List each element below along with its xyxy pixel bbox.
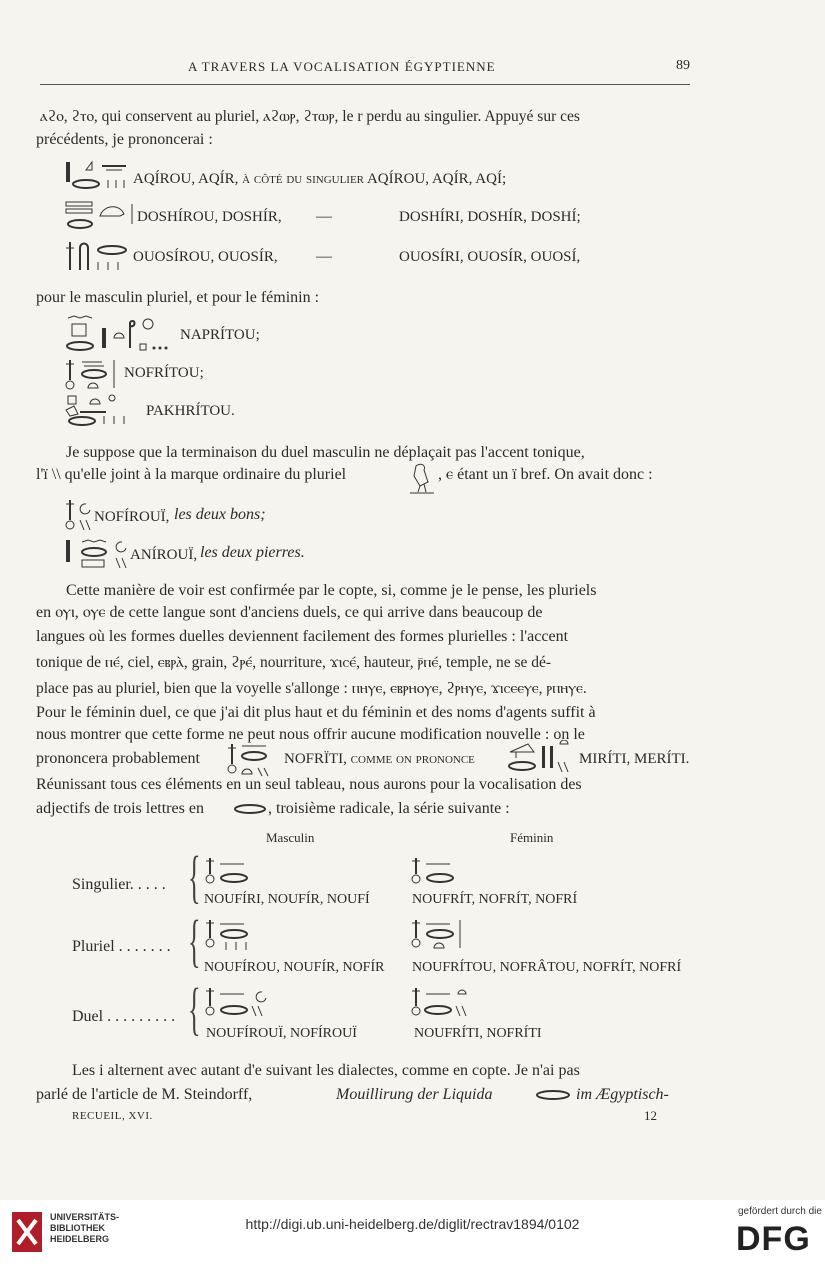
hieroglyph-group — [64, 314, 184, 354]
example-1c-a: OUOSÍROU, OUOSÍR, — [133, 249, 278, 265]
example-3a-word: NOFÍROUÏ, — [94, 509, 170, 525]
paragraph-3-line-2b: , ⲉ étant un ï bref. On avait donc : — [438, 466, 653, 483]
table-cell-masc: NOUFÍROUÏ, NOFÍROUÏ — [206, 1026, 357, 1041]
table-row-label: Singulier. . . . . — [72, 876, 166, 893]
table-cell-fem: NOUFRÍT, NOFRÍT, NOFRÍ — [412, 892, 578, 907]
paragraph-4-line-8b: NOFRÏTI, comme on prononce — [284, 751, 475, 767]
table-cell-masc: NOUFÍRI, NOUFÍR, NOUFÍ — [204, 892, 370, 907]
hieroglyph-group — [204, 986, 284, 1020]
paragraph-1-line-2: précédents, je prononcerai : — [36, 131, 213, 148]
bird-hieroglyph — [408, 462, 436, 494]
paragraph-4-line-10a: adjectifs de trois lettres en — [36, 800, 204, 817]
hieroglyph-group — [410, 856, 460, 886]
example-2a: NAPRÍTOU; — [180, 327, 260, 343]
signature-right: 12 — [644, 1108, 657, 1123]
running-title: A TRAVERS LA VOCALISATION ÉGYPTIENNE — [188, 59, 496, 74]
paragraph-4-line-1: Cette manière de voir est confirmée par le copte, si, comme je le pense, les pluriels — [66, 582, 597, 599]
paragraph-2: pour le masculin pluriel, et pour le féminin : — [36, 289, 320, 306]
brace: { — [188, 844, 201, 909]
hieroglyph-group — [410, 918, 470, 952]
example-2b: NOFRÍTOU; — [124, 365, 204, 381]
hieroglyph-group — [64, 358, 124, 392]
table-cell-masc: NOUFÍROU, NOUFÍR, NOFÍR — [204, 960, 385, 975]
brace: { — [188, 976, 201, 1041]
source-url-link[interactable]: http://digi.ub.uni-heidelberg.de/diglit/rectrav1894/0102 — [245, 1216, 580, 1232]
hieroglyph-group — [64, 200, 136, 232]
paragraph-5-line-2c: im Ægyptisch- — [576, 1086, 669, 1103]
hieroglyph-group — [64, 392, 140, 426]
example-2c: PAKHRÍTOU. — [146, 403, 235, 419]
table-header-feminin: Féminin — [510, 830, 554, 845]
hieroglyph-group — [64, 240, 136, 274]
paragraph-4-line-3: langues où les formes duelles deviennent facilement des formes plurielles : l'accent — [36, 628, 569, 645]
paragraph-4-line-9: Réunissant tous ces éléments en un seul tableau, nous aurons pour la vocalisation des — [36, 776, 582, 793]
page-number: 89 — [676, 58, 690, 73]
hieroglyph-group — [64, 160, 132, 192]
table-cell-fem: NOUFRÍTOU, NOFRÂTOU, NOFRÍT, NOFRÍ — [412, 960, 682, 975]
table-cell-fem: NOUFRÍTI, NOFRÍTI — [414, 1026, 542, 1041]
paragraph-4-line-4: tonique de ⲡⲉ́, ciel, ⲉⲃⲣⲁ̀, grain, ϩⲣⲉ́, nourriture, ϫⲓⲥⲉ́, hauteur, ⲣ̄ⲡⲉ́, temple, ne se dé- — [36, 654, 552, 671]
signature-left: RECUEIL, XVI. — [72, 1110, 153, 1122]
library-name: UNIVERSITÄTS- BIBLIOTHEK HEIDELBERG — [50, 1212, 120, 1244]
table-header-masculin: Masculin — [266, 830, 315, 845]
paragraph-4-line-10b: , troisième radicale, la série suivante : — [268, 800, 510, 817]
paragraph-4-line-8c: MIRÍTI, MERÍTI. — [579, 751, 690, 767]
example-3b-gloss: les deux pierres. — [200, 544, 305, 561]
paragraph-5-line-2b: Mouillirung der Liquida — [336, 1086, 493, 1103]
example-3b-word: ANÍROUÏ, — [130, 547, 198, 563]
example-1b-dash: — — [316, 208, 332, 225]
paragraph-5-line-1: Les i alternent avec autant d'e suivant les dialectes, comme en copte. Je n'ai pas — [72, 1062, 580, 1079]
example-1b-b: DOSHÍRI, DOSHÍR, DOSHÍ; — [399, 209, 581, 225]
paragraph-5-line-2a: parlé de l'article de M. Steindorff, — [36, 1086, 253, 1103]
table-row-label: Duel . . . . . . . . . — [72, 1008, 176, 1025]
hieroglyph-group — [410, 986, 480, 1020]
hieroglyph-group — [204, 856, 254, 886]
dfg-logo[interactable]: DFG — [736, 1220, 811, 1258]
paragraph-1-line-1: ⲁϩⲟ, ϩⲧⲟ, qui conservent au pluriel, ⲁϩⲱⲣ, ϩⲧⲱⲣ, le r perdu au singulier. Appuyé sur ces — [40, 108, 580, 125]
brace: { — [188, 908, 201, 973]
hieroglyph-group — [204, 918, 264, 952]
paragraph-4-line-5: place pas au pluriel, bien que la voyelle s'allonge : ⲡⲏⲩⲉ, ⲉⲃⲣⲏⲟⲩⲉ, ϩⲣⲏⲩⲉ, ϫⲓⲥⲉⲉⲩⲉ, ⲣⲡⲏⲩⲉ. — [36, 680, 587, 697]
mouth-hieroglyph — [534, 1088, 572, 1102]
example-1c-b: OUOSÍRI, OUOSÍR, OUOSÍ, — [399, 249, 581, 265]
paragraph-4-line-7: nous montrer que cette forme ne peut nous offrir aucune modification nouvelle : on le — [36, 726, 585, 743]
table-row-label: Pluriel . . . . . . . — [72, 938, 171, 955]
funder-caption: gefördert durch die — [738, 1206, 822, 1217]
paragraph-4-line-2: en ⲟⲩⲓ, ⲟⲩⲉ de cette langue sont d'anciens duels, ce qui arrive dans beaucoup de — [36, 604, 543, 621]
example-3a-gloss: les deux bons; — [174, 506, 266, 523]
example-1a: AQÍROU, AQÍR, à côté du singulier AQÍROU, AQÍR, AQÍ; — [133, 171, 507, 187]
example-1b-a: DOSHÍROU, DOSHÍR, — [137, 209, 282, 225]
mouth-hieroglyph — [232, 802, 268, 816]
paragraph-4-line-6: Pour le féminin duel, ce que j'ai dit plus haut et du féminin et des noms d'agents suffit à — [36, 704, 596, 721]
example-1c-dash: — — [316, 248, 332, 265]
paragraph-4-line-8a: prononcera probablement — [36, 750, 200, 767]
hieroglyph-group — [506, 740, 570, 774]
viewer-footer — [0, 1200, 825, 1264]
paragraph-3-line-1: Je suppose que la terminaison du duel masculin ne déplaçait pas l'accent tonique, — [66, 444, 585, 461]
header-rule — [40, 84, 690, 85]
paragraph-3-line-2a: l'ï \\ qu'elle joint à la marque ordinaire du pluriel — [36, 466, 347, 483]
